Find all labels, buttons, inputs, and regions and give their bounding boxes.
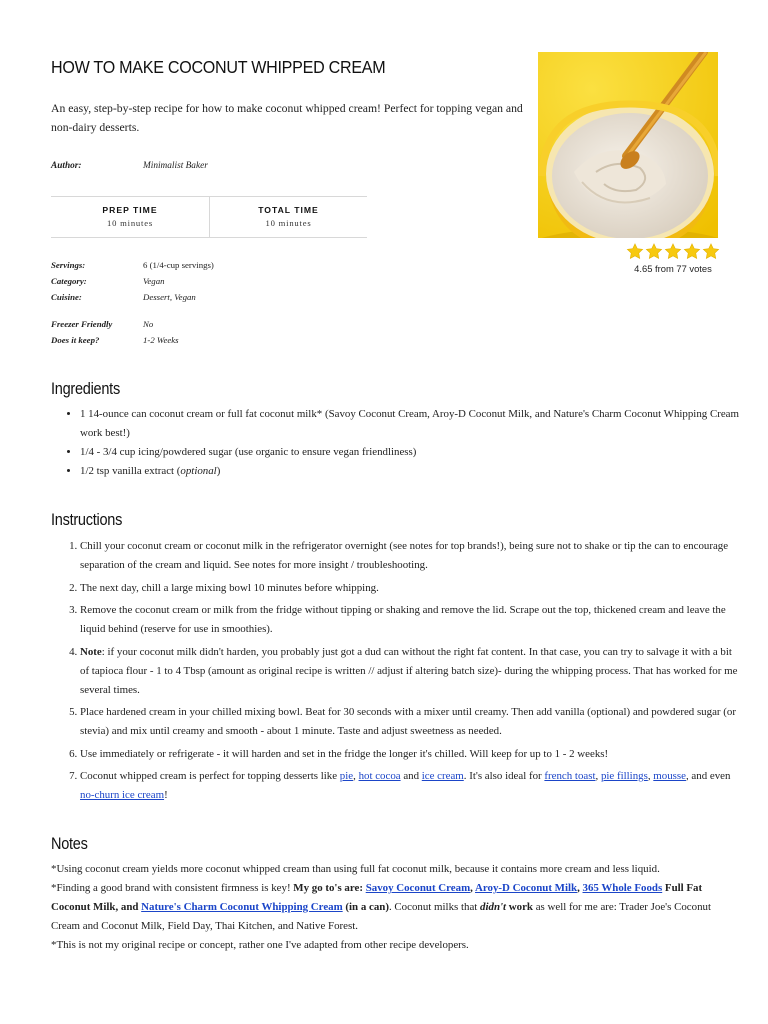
instruction-step: 3. Remove the coconut cream or milk from the fridge without tipping or shaking and remove the lid. Scrape out the top, thickened cream and leave the liquid behind (reserve for use in smoothies). xyxy=(80,601,740,639)
ingredient-item: • 1/4 - 3/4 cup icing/powdered sugar (use organic to ensure vegan friendliness) xyxy=(80,443,740,462)
note-paragraph: *Using coconut cream yields more coconut whipped cream than using full fat coconut milk, because it contains more cream and less liquid. xyxy=(51,863,660,875)
link-hot-cocoa[interactable]: hot cocoa xyxy=(358,770,401,782)
instructions-heading: Instructions xyxy=(51,511,123,529)
ingredient-item: • 1 14-ounce can coconut cream or full fat coconut milk* (Savoy Coconut Cream, Aroy-D Coconut Milk, and Nature's Charm Coconut Whipping Cream work best!) xyxy=(80,405,740,443)
link-pie-fillings[interactable]: pie fillings xyxy=(600,770,648,782)
link-mousse[interactable]: mousse xyxy=(653,770,686,782)
prep-time-label: PREP TIME xyxy=(102,205,158,215)
rating-summary: 4.65 from 77 votes xyxy=(634,263,712,274)
note-paragraph: *This is not my original recipe or concept, rather one I've adapted from other recipe developers. xyxy=(51,939,469,951)
star-icon[interactable] xyxy=(664,242,682,262)
ingredients-list xyxy=(51,405,740,481)
meta-label: Servings: xyxy=(51,260,86,270)
link-savoy-coconut-cream[interactable]: Savoy Coconut Cream xyxy=(365,882,471,894)
instruction-step: 4. Note: if your coconut milk didn't harden, you probably just got a dud can without the right fat content. In that case, you can try to salvage it with a bit of tapioca flour - 1 to 4 Tbsp (amount as original recipe is written // adjust if altering batch size)- during the whipping process. That has worked for me several times. xyxy=(80,643,740,700)
ingredients-heading: Ingredients xyxy=(51,380,120,398)
link-french-toast[interactable]: french toast xyxy=(544,770,596,782)
meta-label: Cuisine: xyxy=(51,292,82,303)
meta-label: Freezer Friendly xyxy=(51,319,113,329)
author-label: Author: xyxy=(51,161,82,171)
recipe-photo xyxy=(538,52,718,238)
meta-label: Does it keep? xyxy=(51,335,100,346)
whipped-cream-bowl-image xyxy=(538,52,718,238)
link-ice-cream[interactable]: ice cream xyxy=(421,770,464,782)
link-no-churn-ice-cream[interactable]: no-churn ice cream xyxy=(80,789,165,801)
link-natures-charm[interactable]: Nature's Charm Coconut Whipping Cream xyxy=(141,901,343,913)
instruction-step: 7. Coconut whipped cream is perfect for topping desserts like pie, hot cocoa and ice cream. It's also ideal for french toast, pie fillings, mousse, and even no-churn ice cream! xyxy=(80,767,740,805)
total-time xyxy=(209,197,367,237)
instruction-step: 5. Place hardened cream in your chilled mixing bowl. Beat for 30 seconds with a mixer until creamy. Then add vanilla (optional) and powdered sugar (or stevia) and mix until creamy and smooth - about 1 minute. Taste and adjust sweetness as needed. xyxy=(80,703,740,741)
meta-value: No xyxy=(143,319,154,329)
note-paragraph: *Finding a good brand with consistent firmness is key! My go to's are: Savoy Coconut Cream, Aroy-D Coconut Milk, 365 Whole Foods Full Fat Coconut Milk, and Nature's Charm Coconut Whipping Cream (in a can). Coconut milks that didn't work as well for me are: Trader Joe's Coconut Cream and Coconut Milk, Field Day, Thai Kitchen, and Native Forest. xyxy=(51,882,711,932)
star-icon[interactable] xyxy=(626,242,644,262)
notes-heading: Notes xyxy=(51,835,88,853)
star-icon[interactable] xyxy=(702,242,720,262)
recipe-rating[interactable] xyxy=(626,242,720,274)
prep-time xyxy=(51,197,209,237)
recipe-times xyxy=(51,196,367,238)
note-label: Note xyxy=(80,645,102,658)
instruction-step: 1. Chill your coconut cream or coconut milk in the refrigerator overnight (see notes for top brands!), being sure not to shake or tip the can to encourage separation of the cream and liquid. See notes for more insight / troubleshooting. xyxy=(80,537,740,575)
author-name: Minimalist Baker xyxy=(143,161,208,171)
meta-value: 6 (1/4-cup servings) xyxy=(143,260,214,270)
meta-value: 1-2 Weeks xyxy=(143,335,179,346)
meta-value: Dessert, Vegan xyxy=(143,292,196,303)
meta-value: Vegan xyxy=(143,276,165,287)
ingredient-item: • 1/2 tsp vanilla extract (optional) xyxy=(80,462,740,481)
recipe-title: HOW TO MAKE COCONUT WHIPPED CREAM xyxy=(51,57,386,77)
instruction-step: 6. Use immediately or refrigerate - it will harden and set in the fridge the longer it's chilled. Will keep for up to 1 - 2 weeks! xyxy=(80,745,740,764)
total-time-value: 10 minutes xyxy=(265,218,312,228)
instructions-list xyxy=(51,537,740,809)
link-pie[interactable]: pie xyxy=(339,770,354,782)
instruction-step: 2. The next day, chill a large mixing bowl 10 minutes before whipping. xyxy=(80,579,740,598)
star-icon[interactable] xyxy=(683,242,701,262)
recipe-summary: An easy, step-by-step recipe for how to make coconut whipped cream! Perfect for topping vegan and non-dairy desserts. xyxy=(51,102,523,134)
prep-time-value: 10 minutes xyxy=(107,218,153,228)
total-time-label: TOTAL TIME xyxy=(258,205,319,215)
link-aroy-d-coconut-milk[interactable]: Aroy-D Coconut Milk xyxy=(475,882,578,894)
meta-label: Category: xyxy=(51,276,87,287)
link-365-whole-foods[interactable]: 365 Whole Foods xyxy=(582,882,663,894)
rating-stars[interactable] xyxy=(626,242,720,262)
notes-body xyxy=(51,860,723,955)
star-icon[interactable] xyxy=(645,242,663,262)
